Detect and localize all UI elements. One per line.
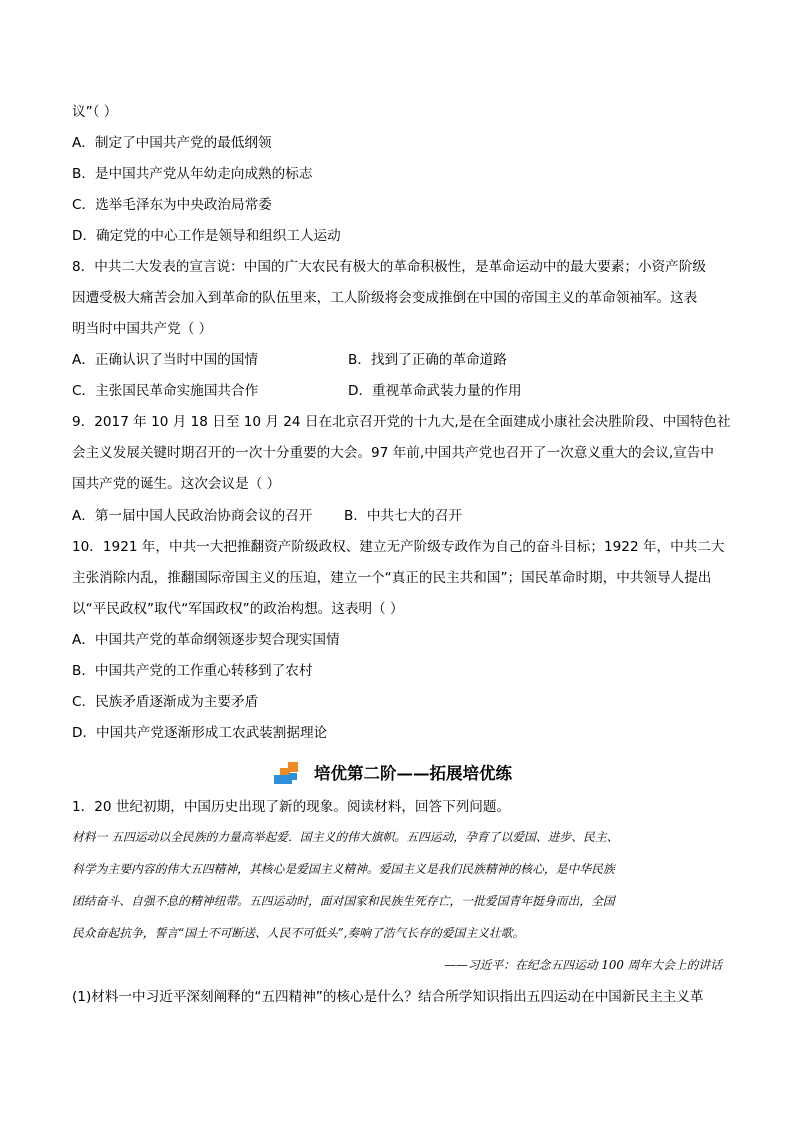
material-line-3: 团结奋斗、自强不息的精神纽带。五四运动时，面对国家和民族生死存亡，一批爱国青年挺身而出，全国: [72, 894, 615, 908]
section-blocks-icon: [274, 762, 308, 786]
q7-option-a[interactable]: A．制定了中国共产党的最低纲领: [72, 135, 272, 151]
q8-option-a[interactable]: A．正确认识了当时中国的国情: [72, 352, 259, 368]
s2-q1-stem: 1．20 世纪初期，中国历史出现了新的现象。阅读材料，回答下列问题。: [72, 799, 511, 815]
material-line-2: 科学为主要内容的伟大五四精神，其核心是爱国主义精神。爱国主义是我们民族精神的核心，是中华民族: [72, 862, 615, 876]
q8-options-row-1: [72, 350, 722, 370]
q10-stem-line-3: 以“平民政权”取代“军国政权”的政治构想。这表明（ ）: [72, 601, 404, 617]
material-line-4: 民众奋起抗争，誓言“国土不可断送、人民不可低头”,奏响了浩气长存的爱国主义壮歌。: [72, 926, 525, 940]
q8-stem-line-3: 明当时中国共产党（ ）: [72, 321, 213, 337]
q9-option-a[interactable]: A．第一届中国人民政治协商会议的召开: [72, 508, 313, 524]
q9-stem-line-3: 国共产党的诞生。这次会议是（ ）: [72, 476, 281, 492]
q9-stem-line-2: 会主义发展关键时期召开的一次十分重要的大会。97 年前,中国共产党也召开了一次意义重大的会议,宣告中: [72, 445, 714, 461]
q10-option-a[interactable]: A．中国共产党的革命纲领逐步契合现实国情: [72, 632, 340, 648]
material-source: ——习近平：在纪念五四运动 100 周年大会上的讲话: [444, 958, 722, 972]
q10-option-b[interactable]: B．中国共产党的工作重心转移到了农村: [72, 663, 313, 679]
q8-stem-line-1: 8．中共二大发表的宣言说：中国的广大农民有极大的革命积极性，是革命运动中的最大要素；小资产阶级: [72, 259, 706, 275]
q10-option-d[interactable]: D．中国共产党逐渐形成工农武装割据理论: [72, 725, 328, 741]
q9-option-b[interactable]: B．中共七大的召开: [344, 508, 463, 524]
material-line-1: 材料一 五四运动以全民族的力量高举起爱．国主义的伟大旗帜。五四运动，孕育了以爱国、进步、民主、: [72, 830, 619, 844]
q8-options-row-2: [72, 381, 722, 401]
q10-stem-line-1: 10．1921 年，中共一大把推翻资产阶级政权、建立无产阶级专政作为自己的奋斗目标；1922 年，中共二大: [72, 539, 725, 555]
q10-option-c[interactable]: C．民族矛盾逐渐成为主要矛盾: [72, 694, 259, 710]
q8-option-d[interactable]: D．重视革命武装力量的作用: [348, 383, 522, 399]
q9-stem-line-1: 9．2017 年 10 月 18 日至 10 月 24 日在北京召开党的十九大,是在全面建成小康社会决胜阶段、中国特色社: [72, 414, 731, 430]
q7-option-b[interactable]: B．是中国共产党从年幼走向成熟的标志: [72, 166, 313, 182]
q8-option-c[interactable]: C．主张国民革命实施国共合作: [72, 383, 259, 399]
q8-stem-line-2: 因遭受极大痛苦会加入到革命的队伍里来，工人阶级将会变成推倒在中国的帝国主义的革命领袖军。这表: [72, 290, 698, 306]
q7-option-d[interactable]: D．确定党的中心工作是领导和组织工人运动: [72, 228, 341, 244]
q10-stem-line-2: 主张消除内乱，推翻国际帝国主义的压迫，建立一个“真正的民主共和国”；国民革命时期，中共领导人提出: [72, 570, 712, 586]
q7-stem-tail: 议”（ ）: [72, 104, 118, 120]
q7-option-c[interactable]: C．选举毛泽东为中央政治局常委: [72, 197, 272, 213]
section-heading: [274, 762, 534, 786]
s2-q1-sub1: (1)材料一中习近平深刻阐释的“五四精神”的核心是什么？结合所学知识指出五四运动在中国新民主主义革: [72, 989, 704, 1005]
q8-option-b[interactable]: B．找到了正确的革命道路: [348, 352, 507, 368]
q9-options-row: [72, 506, 722, 526]
section-title: 培优第二阶——拓展培优练: [314, 764, 512, 783]
